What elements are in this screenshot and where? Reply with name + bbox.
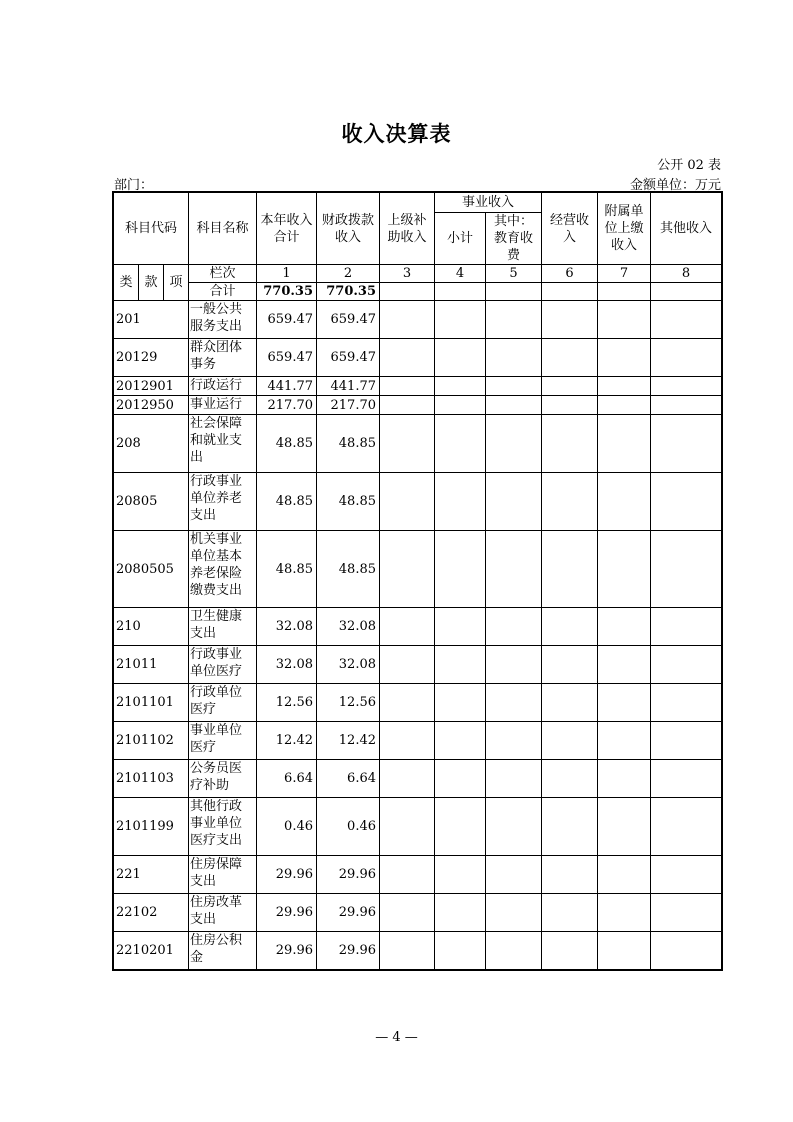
row-name: 其他行政事业单位医疗支出 <box>189 798 257 856</box>
row-total: 29.96 <box>257 894 317 932</box>
col-num: 8 <box>651 265 722 283</box>
empty-cell <box>542 760 598 798</box>
row-code: 2012950 <box>114 396 189 415</box>
row-code: 2080505 <box>114 531 189 608</box>
empty-cell <box>435 339 486 377</box>
empty-cell <box>486 608 542 646</box>
header-total: 本年收入合计 <box>257 193 317 265</box>
row-total: 0.46 <box>257 798 317 856</box>
row-name: 卫生健康支出 <box>189 608 257 646</box>
empty-cell <box>435 396 486 415</box>
empty-cell <box>598 608 651 646</box>
row-code: 221 <box>114 856 189 894</box>
empty-cell <box>435 760 486 798</box>
row-fiscal: 32.08 <box>317 646 380 684</box>
empty-cell <box>651 722 722 760</box>
header-business: 事业收入 <box>435 193 542 213</box>
row-code: 2101199 <box>114 798 189 856</box>
row-code: 2210201 <box>114 932 189 970</box>
empty-cell <box>542 856 598 894</box>
row-code: 201 <box>114 301 189 339</box>
empty-cell <box>542 722 598 760</box>
empty-cell <box>486 339 542 377</box>
empty-cell <box>380 684 435 722</box>
empty-cell <box>598 684 651 722</box>
table-row <box>114 339 722 377</box>
row-total: 29.96 <box>257 932 317 970</box>
table-row <box>114 377 722 396</box>
row-fiscal: 12.56 <box>317 684 380 722</box>
row-code: 2101102 <box>114 722 189 760</box>
income-table <box>113 192 722 970</box>
empty-cell <box>651 473 722 531</box>
row-fiscal: 659.47 <box>317 339 380 377</box>
empty-cell <box>486 856 542 894</box>
empty-cell <box>380 473 435 531</box>
row-total: 12.56 <box>257 684 317 722</box>
empty-cell <box>598 722 651 760</box>
empty-cell <box>380 856 435 894</box>
col-num: 3 <box>380 265 435 283</box>
empty-cell <box>542 473 598 531</box>
empty-cell <box>542 377 598 396</box>
empty-cell <box>598 283 651 301</box>
empty-cell <box>598 646 651 684</box>
header-kuan: 款 <box>139 265 164 301</box>
empty-cell <box>486 646 542 684</box>
empty-cell <box>380 760 435 798</box>
empty-cell <box>380 283 435 301</box>
col-num: 7 <box>598 265 651 283</box>
header-code: 科目代码 <box>114 193 189 265</box>
empty-cell <box>542 894 598 932</box>
empty-cell <box>651 377 722 396</box>
empty-cell <box>651 932 722 970</box>
empty-cell <box>542 608 598 646</box>
empty-cell <box>598 301 651 339</box>
empty-cell <box>486 798 542 856</box>
table-row <box>114 856 722 894</box>
empty-cell <box>598 894 651 932</box>
empty-cell <box>651 760 722 798</box>
empty-cell <box>435 932 486 970</box>
table-row <box>114 473 722 531</box>
row-total: 48.85 <box>257 531 317 608</box>
empty-cell <box>380 531 435 608</box>
row-name: 机关事业单位基本养老保险缴费支出 <box>189 531 257 608</box>
header-education: 其中：教育收费 <box>486 213 542 265</box>
row-total: 48.85 <box>257 415 317 473</box>
empty-cell <box>435 473 486 531</box>
total-row-label: 合计 <box>189 283 257 301</box>
row-fiscal: 48.85 <box>317 531 380 608</box>
table-row <box>114 894 722 932</box>
empty-cell <box>542 646 598 684</box>
empty-cell <box>542 531 598 608</box>
empty-cell <box>651 396 722 415</box>
row-name: 行政单位医疗 <box>189 684 257 722</box>
table-row <box>114 722 722 760</box>
col-num: 2 <box>317 265 380 283</box>
row-total: 6.64 <box>257 760 317 798</box>
row-name: 行政事业单位养老支出 <box>189 473 257 531</box>
row-code: 20129 <box>114 339 189 377</box>
empty-cell <box>651 646 722 684</box>
empty-cell <box>486 760 542 798</box>
table-row <box>114 798 722 856</box>
empty-cell <box>380 798 435 856</box>
header-subtotal: 小计 <box>435 213 486 265</box>
empty-cell <box>380 377 435 396</box>
row-fiscal: 29.96 <box>317 932 380 970</box>
empty-cell <box>598 760 651 798</box>
header-affiliated: 附属单位上缴收入 <box>598 193 651 265</box>
table-row <box>114 608 722 646</box>
header-lanci: 栏次 <box>189 265 257 283</box>
empty-cell <box>435 798 486 856</box>
empty-cell <box>435 646 486 684</box>
row-fiscal: 0.46 <box>317 798 380 856</box>
empty-cell <box>380 894 435 932</box>
col-num: 4 <box>435 265 486 283</box>
empty-cell <box>380 932 435 970</box>
empty-cell <box>598 856 651 894</box>
table-row <box>114 760 722 798</box>
empty-cell <box>486 722 542 760</box>
table-row <box>114 932 722 970</box>
empty-cell <box>651 283 722 301</box>
total-row-total: 770.35 <box>257 283 317 301</box>
empty-cell <box>651 339 722 377</box>
empty-cell <box>380 608 435 646</box>
row-code: 22102 <box>114 894 189 932</box>
empty-cell <box>651 856 722 894</box>
row-name: 行政事业单位医疗 <box>189 646 257 684</box>
empty-cell <box>542 415 598 473</box>
empty-cell <box>598 396 651 415</box>
empty-cell <box>435 608 486 646</box>
row-code: 20805 <box>114 473 189 531</box>
empty-cell <box>598 531 651 608</box>
row-fiscal: 48.85 <box>317 473 380 531</box>
row-total: 32.08 <box>257 608 317 646</box>
empty-cell <box>486 473 542 531</box>
empty-cell <box>435 856 486 894</box>
row-name: 行政运行 <box>189 377 257 396</box>
empty-cell <box>542 798 598 856</box>
col-num: 5 <box>486 265 542 283</box>
row-total: 12.42 <box>257 722 317 760</box>
unit-label: 金额单位：万元 <box>629 178 721 193</box>
header-xiang: 项 <box>164 265 189 301</box>
empty-cell <box>380 415 435 473</box>
row-total: 659.47 <box>257 301 317 339</box>
table-row <box>114 415 722 473</box>
row-total: 217.70 <box>257 396 317 415</box>
header-superior: 上级补助收入 <box>380 193 435 265</box>
table-row <box>114 646 722 684</box>
empty-cell <box>598 798 651 856</box>
row-name: 住房改革支出 <box>189 894 257 932</box>
form-number: 公开 02 表 <box>657 158 721 173</box>
empty-cell <box>435 301 486 339</box>
empty-cell <box>542 301 598 339</box>
empty-cell <box>380 722 435 760</box>
row-name: 住房保障支出 <box>189 856 257 894</box>
empty-cell <box>651 684 722 722</box>
row-name: 公务员医疗补助 <box>189 760 257 798</box>
empty-cell <box>651 415 722 473</box>
empty-cell <box>486 531 542 608</box>
empty-cell <box>542 932 598 970</box>
empty-cell <box>486 932 542 970</box>
row-fiscal: 12.42 <box>317 722 380 760</box>
empty-cell <box>486 894 542 932</box>
row-code: 210 <box>114 608 189 646</box>
empty-cell <box>598 415 651 473</box>
empty-cell <box>380 396 435 415</box>
row-code: 2012901 <box>114 377 189 396</box>
row-code: 21011 <box>114 646 189 684</box>
row-code: 208 <box>114 415 189 473</box>
empty-cell <box>435 415 486 473</box>
empty-cell <box>435 894 486 932</box>
row-fiscal: 32.08 <box>317 608 380 646</box>
col-num: 1 <box>257 265 317 283</box>
row-total: 659.47 <box>257 339 317 377</box>
row-fiscal: 217.70 <box>317 396 380 415</box>
empty-cell <box>435 531 486 608</box>
row-name: 事业单位医疗 <box>189 722 257 760</box>
row-code: 2101103 <box>114 760 189 798</box>
empty-cell <box>380 646 435 684</box>
col-num: 6 <box>542 265 598 283</box>
empty-cell <box>380 301 435 339</box>
empty-cell <box>651 798 722 856</box>
header-fiscal: 财政拨款收入 <box>317 193 380 265</box>
empty-cell <box>486 301 542 339</box>
table-row <box>114 531 722 608</box>
row-name: 群众团体事务 <box>189 339 257 377</box>
empty-cell <box>486 415 542 473</box>
empty-cell <box>486 396 542 415</box>
empty-cell <box>486 283 542 301</box>
row-code: 2101101 <box>114 684 189 722</box>
row-total: 29.96 <box>257 856 317 894</box>
empty-cell <box>435 283 486 301</box>
header-name: 科目名称 <box>189 193 257 265</box>
row-name: 社会保障和就业支出 <box>189 415 257 473</box>
row-fiscal: 29.96 <box>317 894 380 932</box>
empty-cell <box>598 932 651 970</box>
empty-cell <box>598 377 651 396</box>
row-name: 一般公共服务支出 <box>189 301 257 339</box>
page-number: — 4 — <box>375 1030 418 1045</box>
row-total: 48.85 <box>257 473 317 531</box>
table-row <box>114 301 722 339</box>
table-row <box>114 684 722 722</box>
empty-cell <box>651 608 722 646</box>
empty-cell <box>651 894 722 932</box>
empty-cell <box>542 283 598 301</box>
page-title: 收入决算表 <box>341 122 452 146</box>
empty-cell <box>435 722 486 760</box>
row-total: 441.77 <box>257 377 317 396</box>
empty-cell <box>598 339 651 377</box>
row-fiscal: 659.47 <box>317 301 380 339</box>
row-name: 事业运行 <box>189 396 257 415</box>
header-operating: 经营收入 <box>542 193 598 265</box>
row-name: 住房公积金 <box>189 932 257 970</box>
total-row-fiscal: 770.35 <box>317 283 380 301</box>
row-fiscal: 441.77 <box>317 377 380 396</box>
empty-cell <box>486 684 542 722</box>
row-fiscal: 48.85 <box>317 415 380 473</box>
row-fiscal: 6.64 <box>317 760 380 798</box>
empty-cell <box>651 301 722 339</box>
department-label: 部门： <box>114 178 154 193</box>
row-total: 32.08 <box>257 646 317 684</box>
empty-cell <box>651 531 722 608</box>
empty-cell <box>598 473 651 531</box>
table-row <box>114 396 722 415</box>
empty-cell <box>486 377 542 396</box>
empty-cell <box>435 377 486 396</box>
empty-cell <box>542 396 598 415</box>
empty-cell <box>542 684 598 722</box>
row-fiscal: 29.96 <box>317 856 380 894</box>
empty-cell <box>435 684 486 722</box>
empty-cell <box>542 339 598 377</box>
header-lei: 类 <box>114 265 139 301</box>
header-other: 其他收入 <box>651 193 722 265</box>
empty-cell <box>380 339 435 377</box>
